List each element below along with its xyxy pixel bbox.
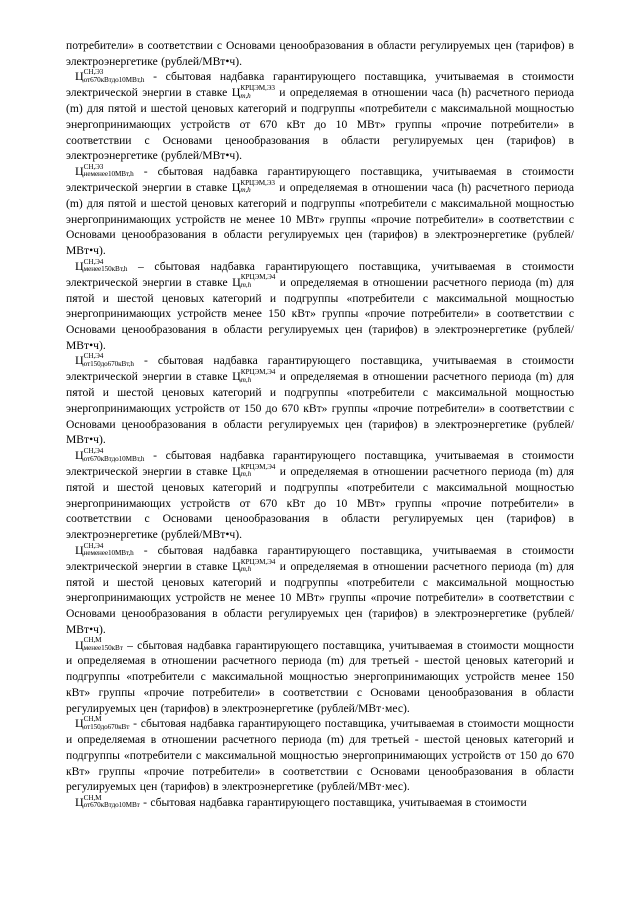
paragraph — [66, 353, 574, 448]
formula-term — [75, 717, 129, 730]
formula-superscript: КРЦЭМ,Э3 — [240, 178, 275, 187]
formula-term — [75, 541, 134, 558]
paragraph — [66, 716, 574, 795]
formula-term — [75, 257, 128, 274]
formula-superscript: КРЦЭМ,Э4 — [240, 557, 276, 566]
formula-base: Ц — [75, 164, 84, 179]
formula-subscript: менее150кВт,h — [83, 265, 128, 274]
formula-base: Ц — [75, 716, 84, 731]
formula-superscript: СН,Э4 — [83, 541, 104, 550]
paragraph-text: - сбытовая надбавка гарантирующего поставщика, учитываемая в стоимости электрической энергии в ставке — [66, 543, 574, 573]
paragraph-text: и определяемая в отношении часа (h) расчетного периода (m) для пятой и шестой ценовых категорий и подгруппы «потребители с максимальной мощностью энергопринимающих устройств не менее 10 МВт» группы «прочие потребители» в соответствии с Основами ценообразования в области регулируемых цен (тарифов) в электроэнергетике (рублей/МВт•ч). — [66, 181, 575, 258]
formula-subscript: от150до670кВт — [83, 722, 130, 731]
formula-subscript: неменее10МВт,h — [83, 549, 134, 558]
paragraph-text: - сбытовая надбавка гарантирующего поставщика, учитываемая в стоимости мощности и определяемая в отношении расчетного периода (m) для третьей - шестой ценовых категорий и подгруппы «потребители с максимальной мощностью энергопринимающих устройств от 150 до 670 кВт» группы «прочие потребители» в соответствии с Основами ценообразования в области регулируемых цен (тарифов) в электроэнергетике (рублей/МВт·мес). — [66, 717, 574, 794]
formula-base: Ц — [75, 795, 84, 810]
formula-superscript: СН,Э4 — [83, 352, 104, 361]
formula-subscript: m,h — [240, 470, 252, 479]
paragraph — [66, 38, 574, 69]
paragraph — [66, 448, 574, 543]
formula-base: Ц — [232, 369, 241, 384]
formula-base: Ц — [231, 85, 241, 100]
formula-base: Ц — [75, 542, 84, 557]
formula-subscript: m,h — [240, 186, 251, 195]
formula-base: Ц — [75, 637, 84, 652]
paragraph-text: – сбытовая надбавка гарантирующего поставщика, учитываемая в стоимости мощности и определяемая в отношении расчетного периода (m) для третьей - шестой ценовых категорий и подгруппы «потребители с максимальной мощностью энергопринимающих устройств менее 150 кВт» группы «прочие потребители» в соответствии с Основами ценообразования в области регулируемых цен (тарифов) в электроэнергетике (рублей/МВт·мес). — [66, 638, 574, 715]
formula-subscript: m,h — [240, 375, 252, 384]
formula-inline — [232, 86, 275, 99]
formula-subscript: менее150кВт — [83, 643, 123, 652]
formula-inline — [232, 462, 276, 479]
paragraph-text: и определяемая в отношении расчетного периода (m) для пятой и шестой ценовых категорий и подгруппы «потребители с максимальной мощностью энергопринимающих устройств от 150 до 670 кВт» группы «прочие потребители» в соответствии с Основами ценообразования в области регулируемых цен (тарифов) в электроэнергетике (рублей/МВт•ч). — [66, 370, 575, 447]
formula-subscript: m,h — [240, 281, 252, 290]
paragraph-text: - сбытовая надбавка гарантирующего поставщика, учитываемая в стоимости электрической энергии в ставке — [66, 70, 574, 100]
formula-inline — [232, 370, 275, 383]
formula-subscript: от670кВтдо10МВт,h — [83, 454, 145, 463]
paragraph — [66, 259, 574, 354]
formula-base: Ц — [232, 274, 241, 289]
formula-base: Ц — [75, 448, 84, 463]
paragraph-text: и определяемая в отношении расчетного периода (m) для пятой и шестой ценовых категорий и подгруппы «потребители с максимальной мощностью энергопринимающих устройств не менее 10 МВт» группы «прочие потребители» в соответствии с Основами ценообразования в области регулируемых цен (тарифов) в электроэнергетике (рублей/МВт•ч). — [66, 559, 575, 636]
paragraph — [66, 69, 574, 164]
formula-subscript: от670кВтдо10МВт — [83, 801, 140, 810]
formula-inline — [231, 178, 275, 195]
formula-superscript: СН,М — [83, 715, 102, 724]
formula-term — [75, 70, 144, 83]
formula-base: Ц — [232, 558, 241, 573]
formula-term — [75, 446, 145, 463]
formula-inline — [232, 273, 276, 290]
formula-subscript: m,h — [240, 91, 251, 100]
formula-subscript: от670кВтдо10МВт,h — [83, 75, 145, 84]
formula-subscript: m,h — [240, 565, 252, 574]
formula-superscript: СН,М — [83, 636, 102, 645]
formula-subscript: неменее10МВт,h — [83, 170, 134, 179]
paragraph-text: – сбытовая надбавка гарантирующего поставщика, учитываемая в стоимости электрической энергии в ставке — [66, 259, 574, 289]
paragraph — [66, 543, 574, 638]
formula-superscript: КРЦЭМ,Э4 — [240, 368, 276, 377]
paragraph-text: и определяемая в отношении расчетного периода (m) для пятой и шестой ценовых категорий и подгруппы «потребители с максимальной мощностью энергопринимающих устройств от 670 кВт до 10 МВт» группы «прочие потребители» в соответствии с Основами ценообразования в области регулируемых цен (тарифов) в электроэнергетике (рублей/МВт•ч). — [66, 465, 575, 542]
formula-superscript: СН,М — [83, 793, 102, 802]
formula-base: Ц — [75, 69, 84, 84]
paragraph-text: и определяемая в отношении расчетного периода (m) для пятой и шестой ценовых категорий и подгруппы «потребители с максимальной мощностью энергопринимающих устройств менее 150 кВт» группы «прочие потребители» в соответствии с Основами ценообразования в области регулируемых цен (тарифов) в электроэнергетике (рублей/МВт•ч). — [66, 275, 575, 352]
paragraph-text: и определяемая в отношении часа (h) расчетного периода (m) для пятой и шестой ценовых категорий и подгруппы «потребители с максимальной мощностью энергопринимающих устройств от 670 кВт до 10 МВт» группы «прочие потребители» в соответствии с Основами ценообразования в области регулируемых цен (тарифов) в электроэнергетике (рублей/МВт•ч). — [66, 86, 575, 163]
formula-superscript: КРЦЭМ,Э4 — [240, 273, 276, 282]
formula-base: Ц — [232, 464, 241, 479]
formula-base: Ц — [75, 258, 84, 273]
paragraph-text: потребители» в соответствии с Основами ценообразования в области регулируемых цен (тарифов) в электроэнергетике (рублей/МВт•ч). — [66, 39, 574, 68]
paragraph — [66, 638, 574, 717]
formula-superscript: СН,Э3 — [83, 68, 104, 77]
formula-superscript: СН,Э3 — [83, 162, 104, 171]
paragraph — [66, 795, 574, 811]
formula-subscript: от150до670кВт,h — [83, 359, 134, 368]
formula-base: Ц — [75, 353, 84, 368]
paragraph — [66, 164, 574, 259]
formula-inline — [232, 557, 276, 574]
paragraph-text: - сбытовая надбавка гарантирующего поставщика, учитываемая в стоимости электрической энергии в ставке — [66, 354, 574, 384]
formula-base: Ц — [231, 180, 241, 195]
formula-superscript: КРЦЭМ,Э4 — [240, 462, 276, 471]
formula-superscript: СН,Э4 — [83, 446, 104, 455]
formula-term — [75, 162, 134, 179]
paragraph-text: - сбытовая надбавка гарантирующего поставщика, учитываемая в стоимости электрической энергии в ставке — [66, 449, 574, 479]
formula-term — [75, 354, 134, 367]
formula-superscript: КРЦЭМ,Э3 — [240, 84, 275, 93]
formula-superscript: СН,Э4 — [83, 257, 104, 266]
paragraph-text: - сбытовая надбавка гарантирующего поставщика, учитываемая в стоимости — [143, 796, 527, 810]
formula-term — [75, 636, 123, 652]
formula-term — [75, 793, 140, 810]
paragraph-text: - сбытовая надбавка гарантирующего поставщика, учитываемая в стоимости электрической энергии в ставке — [66, 165, 574, 195]
